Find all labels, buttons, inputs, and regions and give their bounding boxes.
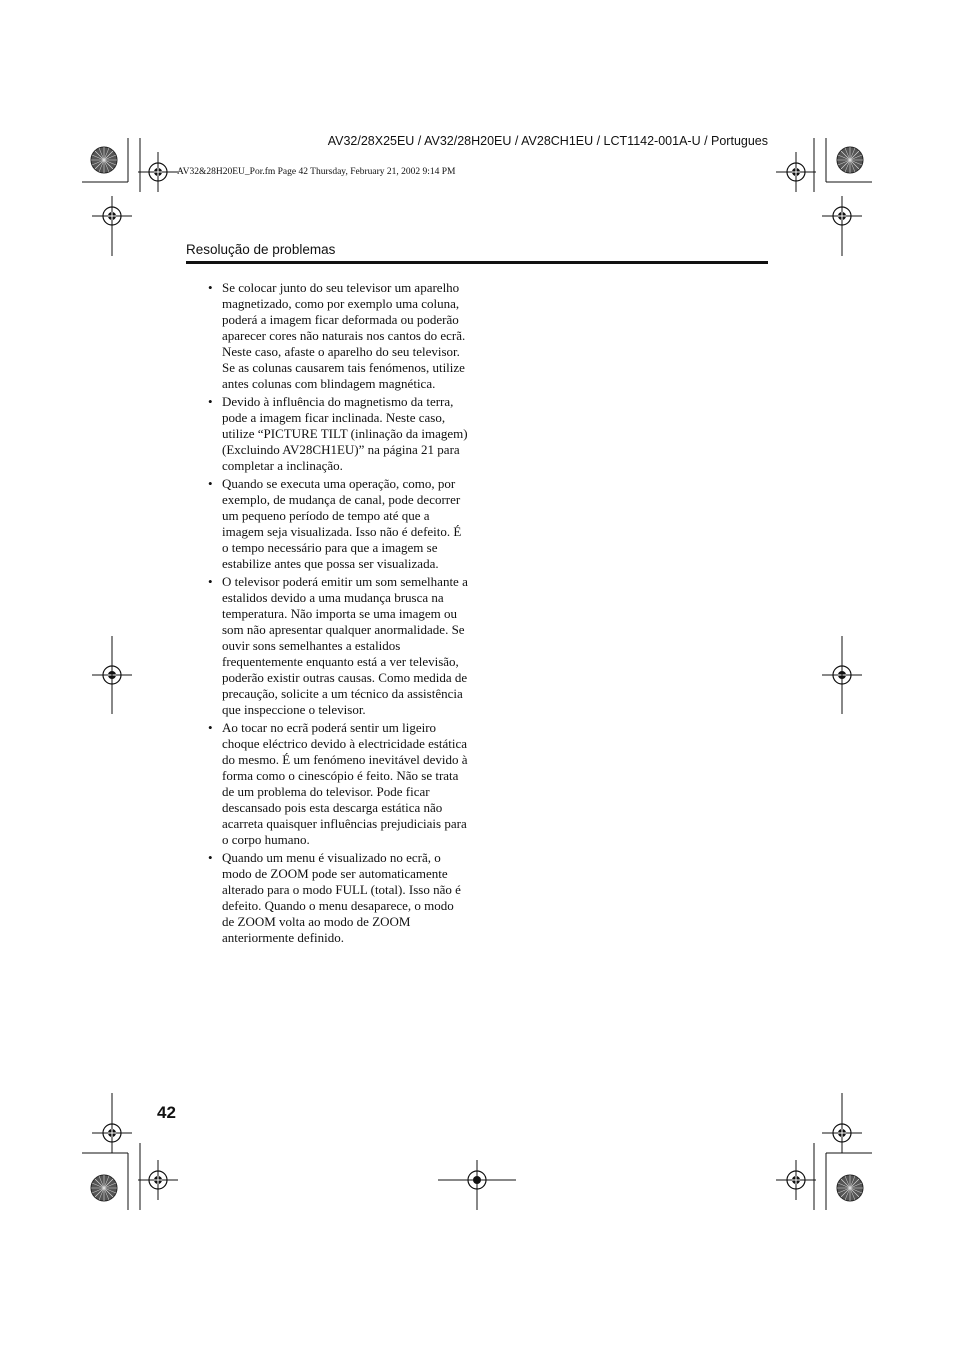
list-item: • Ao tocar no ecrã poderá sentir um ligeiro choque eléctrico devido à electricidade estática do mesmo. É um fenómeno inevitável devido à forma como o cinescópio é feito. Não se trata de um problema do televisor. Pode ficar descansado pois esta descarga estática não acarreta quaisquer influências prejudiciais para o corpo humano. (206, 720, 468, 848)
troubleshooting-list (206, 280, 468, 948)
file-info-line: AV32&28H20EU_Por.fm Page 42 Thursday, February 21, 2002 9:14 PM (177, 167, 456, 177)
list-item: • Devido à influência do magnetismo da terra, pode a imagem ficar inclinada. Neste caso, utilize “PICTURE TILT (inlinação da imagem) (Excluindo AV28CH1EU)” na página 21 para completar a inclinação. (206, 394, 468, 474)
section-divider (186, 261, 768, 264)
model-line: AV32/28X25EU / AV32/28H20EU / AV28CH1EU / LCT1142-001A-U / Portugues (327, 134, 768, 148)
list-item: • Quando se executa uma operação, como, por exemplo, de mudança de canal, pode decorrer um pequeno período de tempo até que a imagem seja visualizada. Isso não é defeito. É o tempo necessário para que a imagem se estabilize antes que possa ser visualizada. (206, 476, 468, 572)
list-item: • Quando um menu é visualizado no ecrã, o modo de ZOOM pode ser automaticamente alterado para o modo FULL (total). Isso não é defeito. Quando o menu desaparece, o modo de ZOOM volta ao modo de ZOOM anteriormente definido. (206, 850, 468, 946)
section-title: Resolução de problemas (186, 242, 336, 257)
list-item: • O televisor poderá emitir um som semelhante a estalidos devido a uma mudança brusca na temperatura. Não importa se uma imagem ou som não apresentar qualquer anormalidade. Se ouvir sons semelhantes a estalidos frequentemente enquanto está a ver televisão, poderão existir outras causas. Como medida de precaução, solicite a um técnico da assistência que inspeccione o televisor. (206, 574, 468, 718)
list-item: • Se colocar junto do seu televisor um aparelho magnetizado, como por exemplo uma coluna, poderá a imagem ficar deformada ou poderão aparecer cores não naturais nos cantos do ecrã. Neste caso, afaste o aparelho do seu televisor. Se as colunas causarem tais fenómenos, utilize antes colunas com blindagem magnética. (206, 280, 468, 392)
page-number: 42 (157, 1103, 176, 1122)
